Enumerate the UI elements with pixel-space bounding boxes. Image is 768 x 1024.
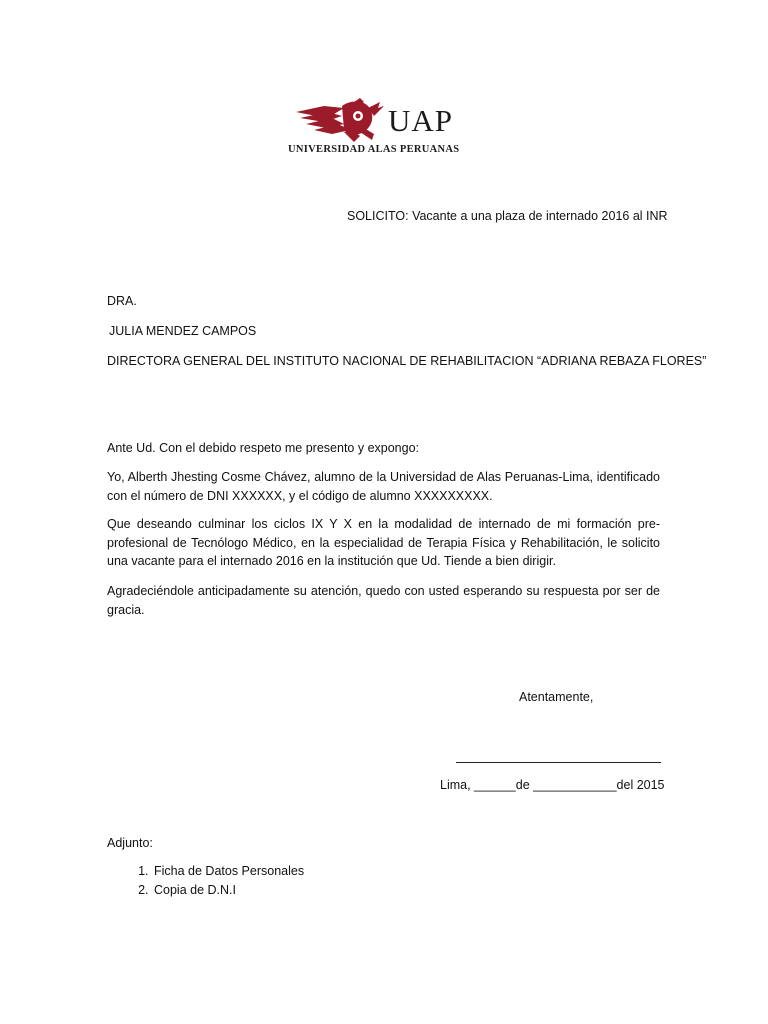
attachments-label: Adjunto: — [107, 836, 153, 850]
closing-farewell: Atentamente, — [519, 690, 594, 704]
subject-line: SOLICITO: Vacante a una plaza de internado 2016 al INR — [347, 209, 668, 223]
logo-university-name: UNIVERSIDAD ALAS PERUANAS — [288, 144, 460, 155]
paragraph-thanks: Agradeciéndole anticipadamente su atención, quedo con usted esperando su respuesta por ser de gracia. — [107, 584, 660, 617]
recipient-position: DIRECTORA GENERAL DEL INSTITUTO NACIONAL DE REHABILITACION “ADRIANA REBAZA FLORES” — [107, 354, 707, 368]
date-line: Lima, ______de ____________del 2015 — [440, 778, 665, 792]
logo-wordmark: UAP — [388, 103, 454, 138]
attachments-list — [107, 862, 304, 899]
signature-line — [456, 762, 661, 763]
paragraph-identification: Yo, Alberth Jhesting Cosme Chávez, alumno de la Universidad de Alas Peruanas-Lima, identificado con el número de DNI XXXXXX, y el código de alumno XXXXXXXXX. — [107, 470, 660, 503]
list-item: 1. Ficha de Datos Personales — [152, 862, 304, 881]
greeting: Ante Ud. Con el debido respeto me presento y expongo: — [107, 441, 420, 455]
list-item: 2. Copia de D.N.I — [152, 881, 304, 900]
university-logo — [288, 96, 488, 160]
paragraph-request: Que deseando culminar los ciclos IX Y X en la modalidad de internado de mi formación pre-profesional de Tecnólogo Médico, en la especialidad de Terapia Física y Rehabilitación, le solicito una vacante para el internado 2016 en la institución que Ud. Tiende a bien dirigir. — [107, 517, 660, 568]
recipient-title: DRA. — [107, 294, 137, 308]
condor-emblem-icon — [294, 98, 386, 142]
recipient-name: JULIA MENDEZ CAMPOS — [109, 324, 257, 338]
